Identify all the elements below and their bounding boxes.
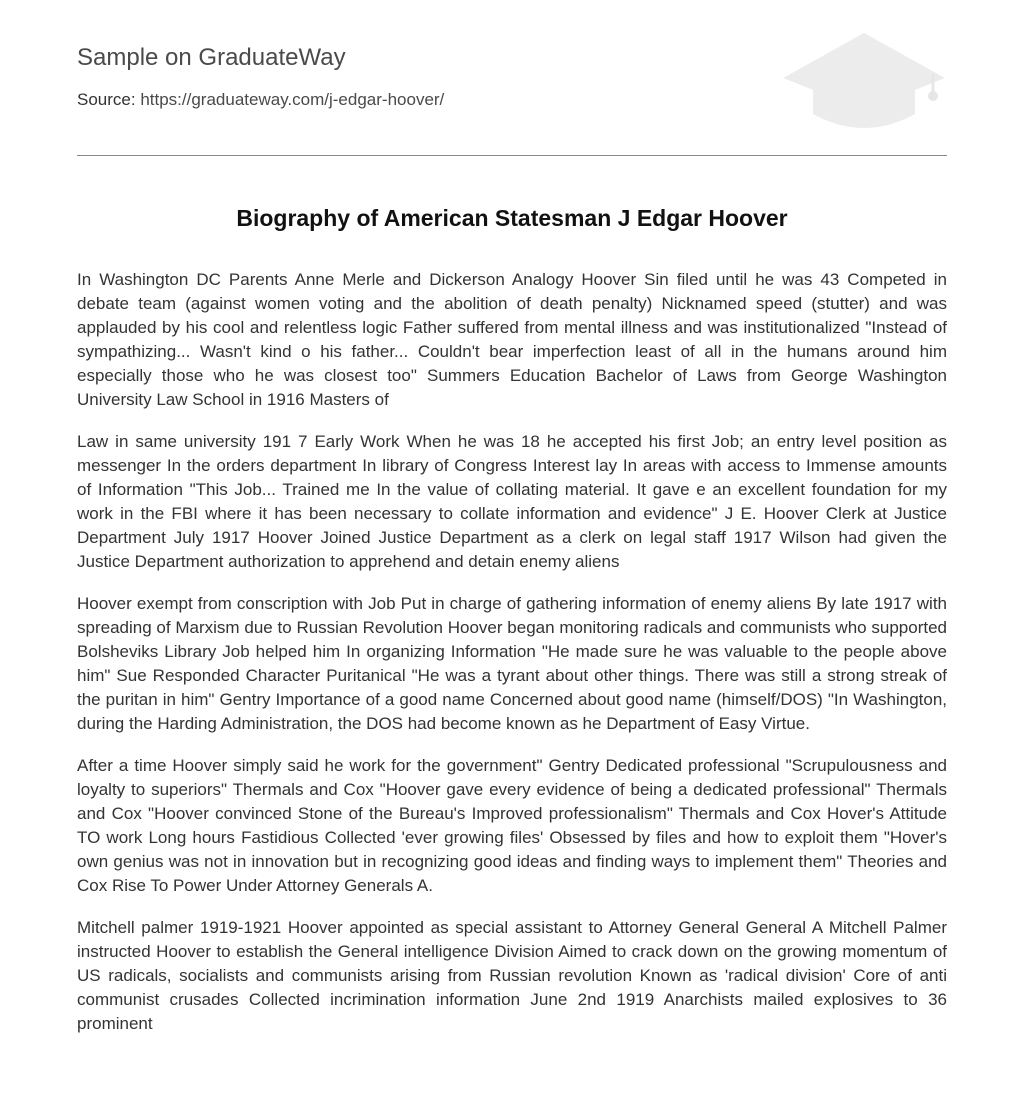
source-line	[77, 90, 444, 110]
paragraph: After a time Hoover simply said he work for the government" Gentry Dedicated professional "Scrupulousness and loyalty to superiors" Thermals and Cox "Hoover gave every evidence of being a dedicated professional" Thermals and Cox "Hoover convinced Stone of the Bureau's Improved professionalism" Thermals and Cox Hover's Attitude TO work Long hours Fastidious Collected 'ever growing files' Obsessed by files and how to exploit them "Hover's own genius was not in innovation but in recognizing good ideas and finding ways to implement them" Theories and Cox Rise To Power Under Attorney Generals A.	[77, 756, 947, 895]
document-body	[77, 268, 947, 1054]
source-link[interactable]: https://graduateway.com/j-edgar-hoover/	[140, 90, 445, 109]
graduation-cap-icon	[781, 30, 947, 132]
paragraph: In Washington DC Parents Anne Merle and Dickerson Analogy Hoover Sin filed until he was 43 Competed in debate team (against women voting and the abolition of death penalty) Nicknamed speed (stutter) and was applauded by his cool and relentless logic Father suffered from mental illness and was institutionalized "Instead of sympathizing... Wasn't kind o his father... Couldn't bear imperfection least of all in the humans around him especially those who he was closest too" Summers Education Bachelor of Laws from George Washington University Law School in 1916 Masters of	[77, 270, 947, 409]
paragraph: Law in same university 191 7 Early Work When he was 18 he accepted his first Job; an entry level position as messenger In the orders department In library of Congress Interest lay In areas with access to Immense amounts of Information "This Job... Trained me In the value of collating material. It gave e an excellent foundation for my work in the FBI where it has been necessary to collate information and evidence" J E. Hoover Clerk at Justice Department July 1917 Hoover Joined Justice Department as a clerk on legal staff 1917 Wilson had given the Justice Department authorization to apprehend and detain enemy aliens	[77, 432, 947, 571]
document-title: Biography of American Statesman J Edgar Hoover	[236, 205, 788, 231]
source-label: Source:	[77, 90, 136, 109]
paragraph: Hoover exempt from conscription with Job Put in charge of gathering information of enemy aliens By late 1917 with spreading of Marxism due to Russian Revolution Hoover began monitoring radicals and communists who supported Bolsheviks Library Job helped him In organizing Information "He made sure he was valuable to the people above him" Sue Responded Character Puritanical "He was a tyrant about other things. There was still a strong streak of the puritan in him" Gentry Importance of a good name Concerned about good name (himself/DOS) "In Washington, during the Harding Administration, the DOS had become known as he Department of Easy Virtue.	[77, 594, 947, 733]
header-divider	[77, 155, 947, 156]
site-title: Sample on GraduateWay	[77, 44, 346, 71]
paragraph: Mitchell palmer 1919-1921 Hoover appointed as special assistant to Attorney General General A Mitchell Palmer instructed Hoover to establish the General intelligence Division Aimed to crack down on the growing momentum of US radicals, socialists and communists arising from Russian revolution Known as 'radical division' Core of anti communist crusades Collected incrimination information June 2nd 1919 Anarchists mailed explosives to 36 prominent	[77, 918, 947, 1033]
page-header	[77, 0, 947, 156]
